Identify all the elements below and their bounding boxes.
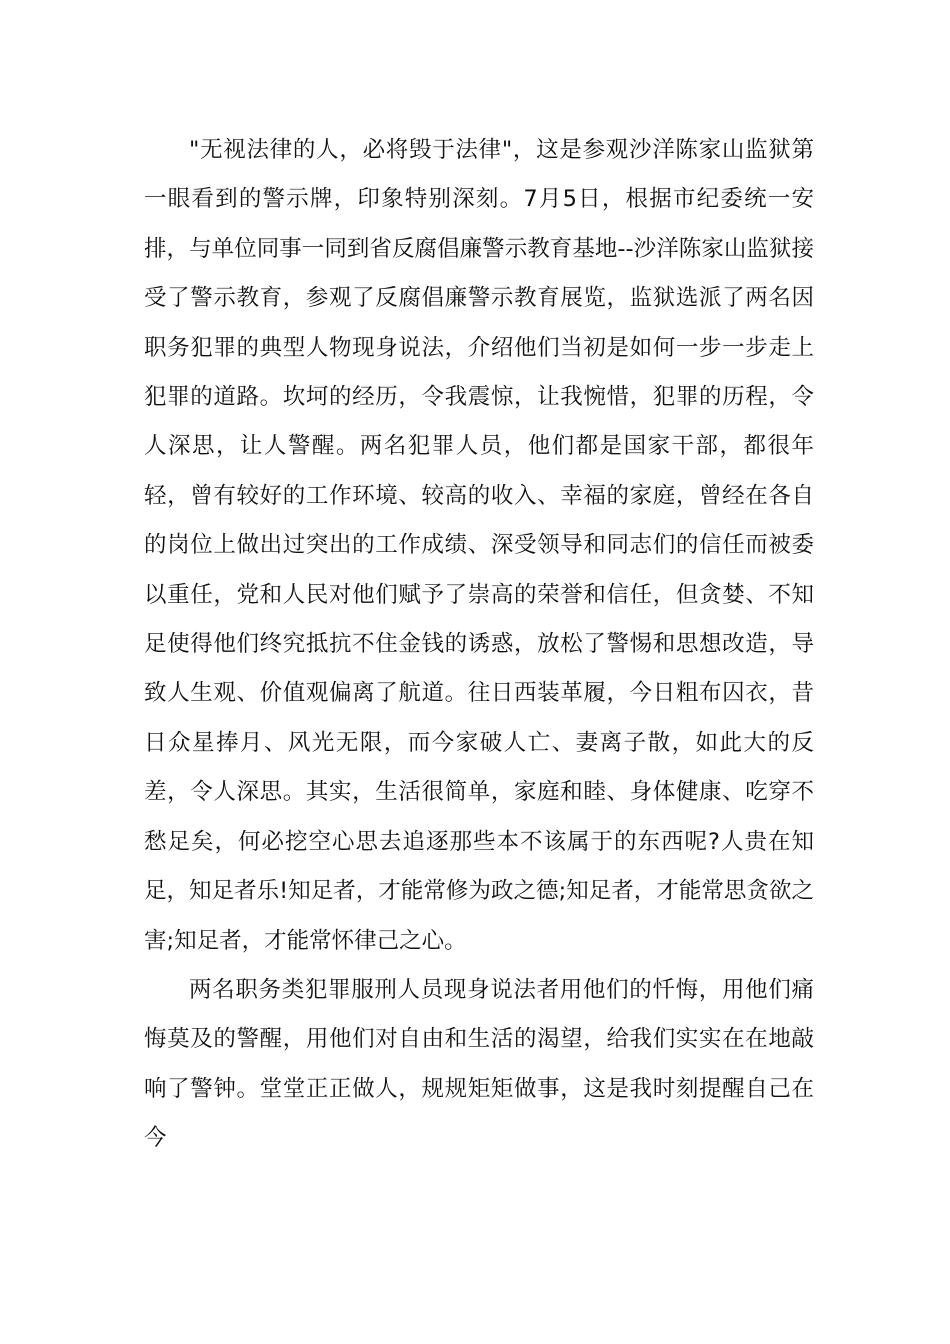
paragraph-1: "无视法律的人，必将毁于法律"，这是参观沙洋陈家山监狱第一眼看到的警示牌，印象特别深刻。7月5日，根据市纪委统一安排，与单位同事一同到省反腐倡廉警示教育基地--沙洋陈家山监狱接受了警示教育，参观了反腐倡廉警示教育展览，监狱选派了两名因职务犯罪的典型人物现身说法，介绍他们当初是如何一步一步走上犯罪的道路。坎坷的经历，令我震惊，让我惋惜，犯罪的历程，令人深思，让人警醒。两名犯罪人员，他们都是国家干部，都很年轻，曾有较好的工作环境、较高的收入、幸福的家庭，曾经在各自的岗位上做出过突出的工作成绩、深受领导和同志们的信任而被委以重任，党和人民对他们赋予了崇高的荣誉和信任，但贪婪、不知足使得他们终究抵抗不住金钱的诱惑，放松了警惕和思想改造，导致人生观、价值观偏离了航道。往日西装革履，今日粗布囚衣，昔日众星捧月、风光无限，而今家破人亡、妻离子散，如此大的反差，令人深思。其实，生活很简单，家庭和睦、身体健康、吃穿不愁足矣，何必挖空心思去追逐那些本不该属于的东西呢?人贵在知足，知足者乐!知足者，才能常修为政之德;知足者，才能常思贪欲之害;知足者，才能常怀律己之心。	[144, 137, 814, 954]
document-body	[144, 126, 814, 1164]
paragraph-2: 两名职务类犯罪服刑人员现身说法者用他们的忏悔，用他们痛悔莫及的警醒，用他们对自由和生活的渴望，给我们实实在在地敲响了警钟。堂堂正正做人，规规矩矩做事，这是我时刻提醒自己在今	[144, 976, 814, 1152]
